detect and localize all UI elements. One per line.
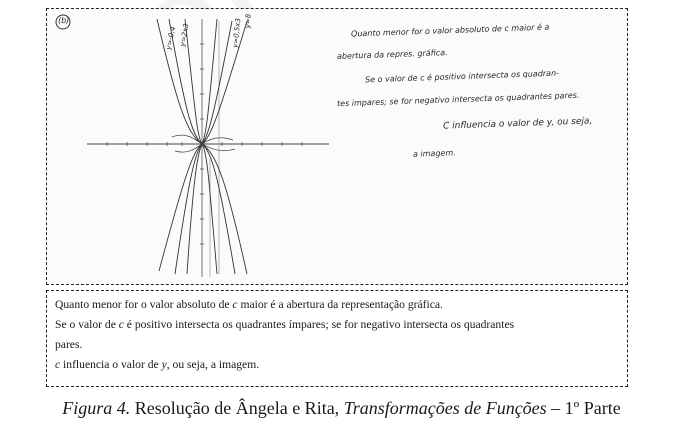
- transcription-line: c influencia o valor de y, ou seja, a imagem.: [55, 358, 260, 371]
- transcription-line: Quanto menor for o valor absoluto de c maior é a abertura da representação gráfica.: [55, 298, 443, 311]
- handwritten-line: a imagem.: [412, 148, 456, 159]
- handwritten-line: tes impares; se for negativo intersecta os quadrantes pares.: [336, 90, 580, 109]
- curve-label: y=2x3: [178, 22, 191, 48]
- curve-label: y=-0,4: [164, 25, 178, 51]
- transcription-line: Se o valor de c é positivo intersecta os quadrantes ímpares; se for negativo intersecta os quadrantes: [55, 318, 515, 331]
- cubic-graph: [47, 9, 627, 284]
- handwritten-line: Se o valor de c é positivo intersecta os quadran-: [364, 68, 560, 85]
- curve-label: y=0,5x3: [231, 17, 243, 49]
- handwritten-scan: [46, 8, 628, 285]
- transcription-box: [46, 290, 628, 387]
- part-label: (b): [57, 15, 70, 26]
- handwritten-line: Quanto menor for o valor absoluto de c maior é a: [350, 22, 550, 39]
- handwritten-line: abertura da repres. gráfica.: [336, 48, 448, 61]
- transcription-line: pares.: [55, 338, 83, 351]
- curve-label: y=8: [243, 13, 253, 29]
- handwritten-line: C influencia o valor de y, ou seja,: [442, 116, 593, 132]
- figure-caption: Figura 4. Resolução de Ângela e Rita, Transformações de Funções – 1º Parte: [62, 398, 621, 418]
